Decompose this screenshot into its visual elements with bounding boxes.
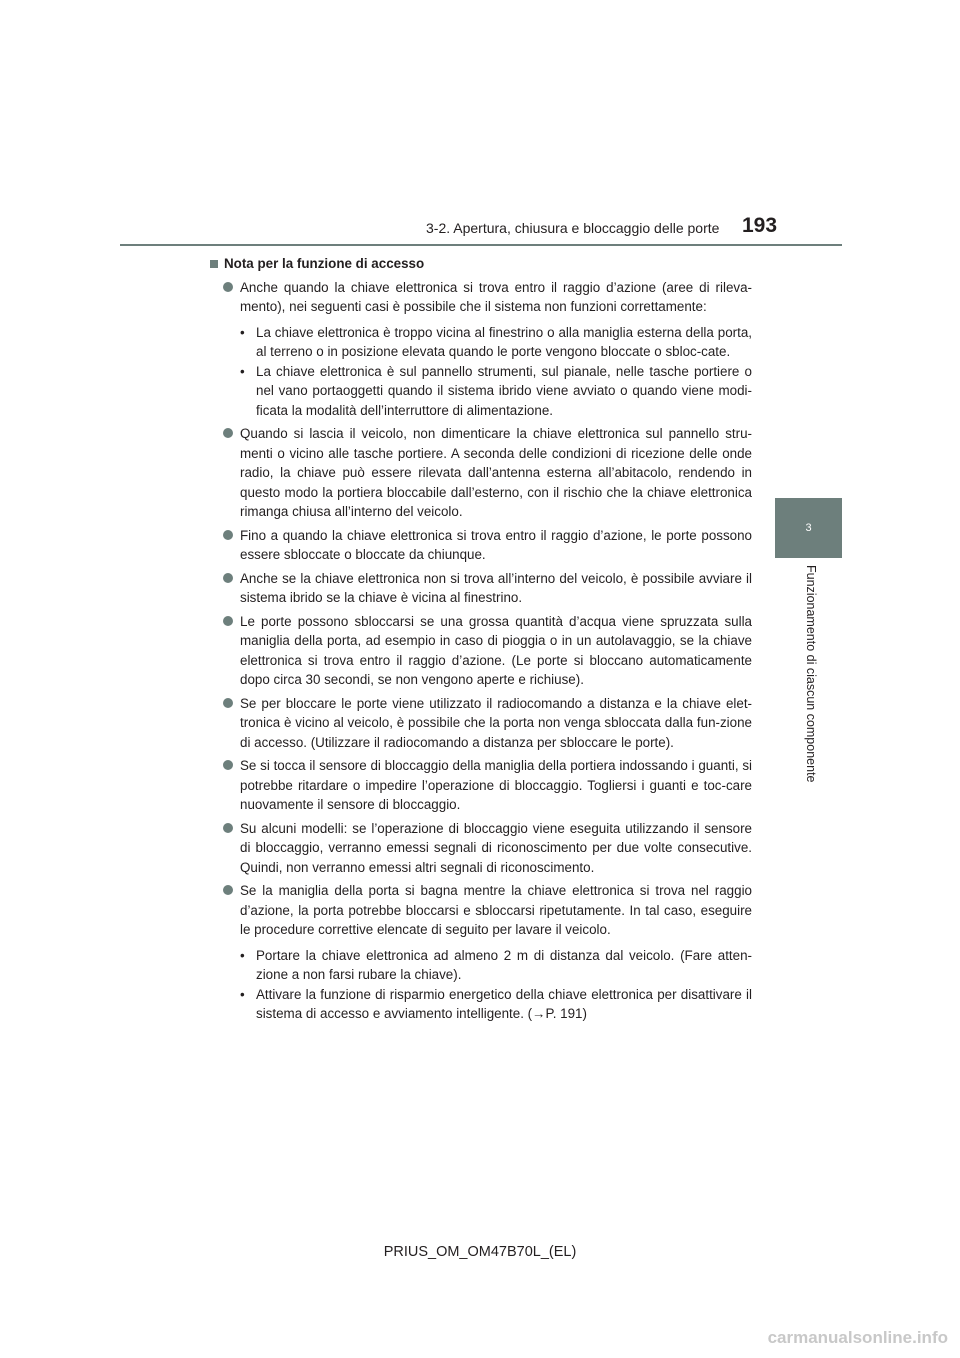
bullet-text: Se per bloccare le porte viene utilizzato il radiocomando a distanza e la chiave elet-tronica è vicino al veicolo, è possibile che la porta non venga sbloccata dalla fun-zione di accesso. (Utilizzare il radiocomando a distanza per sbloccare le porte).: [240, 695, 752, 750]
bullet-item: [210, 278, 752, 317]
bullet-dot-icon: [223, 573, 233, 583]
bullet-dot-icon: [223, 616, 233, 626]
bullet-dot-icon: [223, 698, 233, 708]
bullet-item: [210, 526, 752, 565]
section-heading: [210, 254, 752, 274]
bullet-item: [210, 819, 752, 878]
chapter-tab: [775, 498, 842, 558]
sublist-text: La chiave elettronica è troppo vicina al finestrino o alla maniglia esterna della porta, al terreno o in posizione elevata quando le porte vengono bloccate o sbloc-cate.: [256, 324, 752, 359]
watermark: carmanualsonline.info: [767, 1328, 948, 1347]
bullet-text: Se si tocca il sensore di bloccaggio della maniglia della portiera indossando i guanti, si potrebbe ritardare o impedire l’operazione di bloccaggio. Togliersi i guanti e toc-care nuovamente il sensore di bloccaggio.: [240, 758, 752, 812]
sublist: [240, 323, 752, 421]
sub-bullet-marker: •: [240, 986, 245, 1002]
bullet-text: Anche se la chiave elettronica non si trova all’interno del veicolo, è possibile avviare il sistema ibrido se la chiave è vicina al finestrino.: [240, 570, 752, 605]
sublist-item: [240, 323, 752, 362]
chapter-number: 3: [805, 522, 812, 534]
bullet-text: Le porte possono sbloccarsi se una grossa quantità d’acqua viene spruzzata sulla maniglia della porta, ad esempio in caso di pioggia o in un autolavaggio, se la chiave elettronica si trova entro il raggio d’azione. (Le porte si bloccano automaticamente dopo circa 30 secondi, se non vengono aperte e richiuse).: [240, 613, 752, 687]
heading-square-icon: [210, 260, 218, 268]
bullet-text: Fino a quando la chiave elettronica si trova entro il raggio d’azione, le porte possono essere sbloccate o bloccate da chiunque.: [240, 527, 752, 562]
bullet-dot-icon: [223, 530, 233, 540]
sublist-text: Attivare la funzione di risparmio energetico della chiave elettronica per disattivare il sistema di accesso e avviamento intelligente. (→P. 191): [256, 986, 752, 1021]
sublist-item: [240, 985, 752, 1024]
sublist: [240, 946, 752, 1024]
footer-model-code: PRIUS_OM_OM47B70L_(EL): [383, 1244, 577, 1260]
bullet-item: [210, 881, 752, 940]
header-section-title: 3-2. Apertura, chiusura e bloccaggio delle porte: [426, 220, 720, 236]
bullet-dot-icon: [223, 282, 233, 292]
bullet-dot-icon: [223, 760, 233, 770]
sublist-text: Portare la chiave elettronica ad almeno 2 m di distanza dal veicolo. (Fare atten-zione a non farsi rubare la chiave).: [256, 947, 752, 982]
page-number: 193: [742, 214, 778, 237]
main-content: [210, 254, 752, 1028]
bullet-dot-icon: [223, 428, 233, 438]
bullet-item: [210, 569, 752, 608]
sublist-text: La chiave elettronica è sul pannello strumenti, sul pianale, nelle tasche portiere o nel vano portaoggetti quando il sistema ibrido viene avviato o quando viene modi-ficata la modalità dell’interruttore di alimentazione.: [256, 363, 752, 418]
sub-bullet-marker: •: [240, 363, 245, 379]
chapter-title-vertical: Funzionamento di ciascun componente: [804, 565, 818, 783]
sub-bullet-marker: •: [240, 324, 245, 340]
sublist-item: [240, 946, 752, 985]
sublist-item: [240, 362, 752, 421]
bullet-dot-icon: [223, 885, 233, 895]
bullet-text: Anche quando la chiave elettronica si trova entro il raggio d’azione (aree di rileva-mento), nei seguenti casi è possibile che il sistema non funzioni correttamente:: [240, 279, 752, 314]
section-heading-text: Nota per la funzione di accesso: [224, 256, 425, 271]
bullet-text: Se la maniglia della porta si bagna mentre la chiave elettronica si trova nel raggio d’azione, la porta potrebbe bloccarsi e sbloccarsi ripetutamente. In tal caso, eseguire le procedure correttive elencate di seguito per lavare il veicolo.: [240, 883, 752, 937]
bullet-item: [210, 694, 752, 753]
bullet-text: Su alcuni modelli: se l’operazione di bloccaggio viene eseguita utilizzando il sensore di bloccaggio, verranno emessi segnali di riconoscimento per due volte consecutive. Quindi, non verranno emessi altri segnali di riconoscimento.: [240, 820, 752, 875]
bullet-text: Quando si lascia il veicolo, non dimenticare la chiave elettronica sul pannello stru-menti o vicino alle tasche portiere. A seconda delle condizioni di ricezione delle onde radio, la chiave può essere rilevata dall’antenna esterna all’abitacolo, rendendo in questo modo la portiera bloccabile dall’esterno, con il rischio che la chiave elettronica rimanga chiusa all’interno del veicolo.: [240, 426, 752, 519]
sub-bullet-marker: •: [240, 947, 245, 963]
bullet-dot-icon: [223, 823, 233, 833]
bullet-item: [210, 424, 752, 522]
header-rule: [120, 244, 842, 246]
bullet-item: [210, 756, 752, 815]
bullet-item: [210, 612, 752, 690]
